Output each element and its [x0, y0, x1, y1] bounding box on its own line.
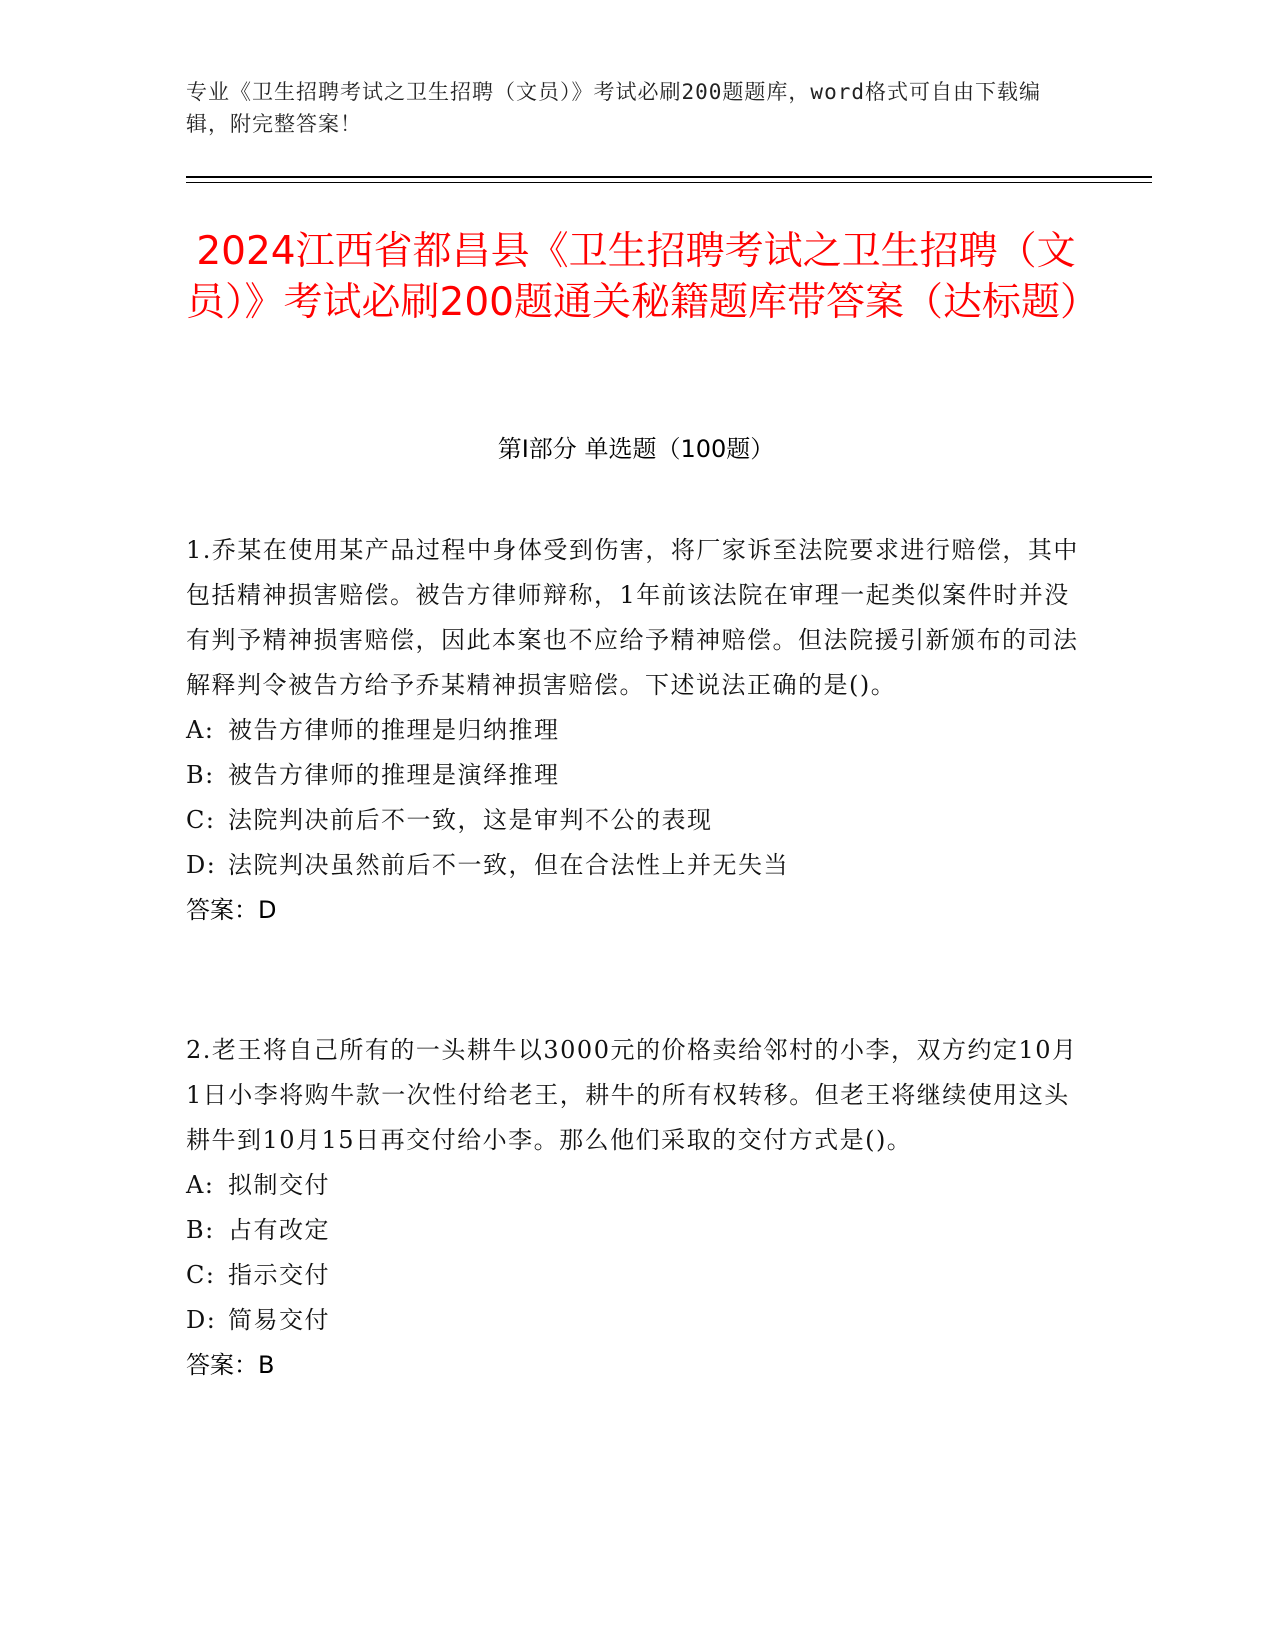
question-stem: 1.乔某在使用某产品过程中身体受到伤害，将厂家诉至法院要求进行赔偿，其中包括精神损害赔偿。被告方律师辩称，1年前该法院在审理一起类似案件时并没有判予精神损害赔偿，因此本案也不应给予精神赔偿。但法院援引新颁布的司法解释判令被告方给予乔某精神损害赔偿。下述说法正确的是()。 [186, 536, 1079, 699]
option-c [186, 798, 1086, 843]
option-letter: B: [186, 1216, 215, 1244]
option-b [186, 1208, 1086, 1253]
question-stem: 2.老王将自己所有的一头耕牛以3000元的价格卖给邻村的小李，双方约定10月1日小李将购牛款一次性付给老王，耕牛的所有权转移。但老王将继续使用这头耕牛到10月15日再交付给小李。那么他们采取的交付方式是()。 [186, 1036, 1078, 1154]
header-rule-thick [186, 176, 1152, 178]
question-2 [186, 1028, 1086, 1388]
option-text: 法院判决虽然前后不一致，但在合法性上并无失当 [228, 851, 789, 879]
header-rule-thin [186, 182, 1152, 183]
section-heading: 第I部分 单选题（100题） [497, 435, 775, 463]
option-a [186, 708, 1086, 753]
answer: 答案：B [186, 1351, 275, 1379]
option-text: 拟制交付 [228, 1171, 330, 1199]
question-1 [186, 528, 1086, 933]
option-letter: A: [186, 716, 215, 744]
document-title: 2024江西省都昌县《卫生招聘考试之卫生招聘（文员）》考试必刷200题通关秘籍题库带答案（达标题） [186, 229, 1099, 325]
option-text: 简易交付 [228, 1306, 330, 1334]
option-letter: C: [186, 1261, 216, 1289]
option-letter: C: [186, 806, 216, 834]
option-text: 被告方律师的推理是归纳推理 [228, 716, 560, 744]
option-a [186, 1163, 1086, 1208]
option-text: 法院判决前后不一致，这是审判不公的表现 [228, 806, 713, 834]
option-d [186, 1298, 1086, 1343]
answer: 答案：D [186, 896, 277, 924]
option-letter: B: [186, 761, 215, 789]
option-text: 指示交付 [228, 1261, 330, 1289]
option-text: 被告方律师的推理是演绎推理 [228, 761, 560, 789]
option-letter: A: [186, 1171, 215, 1199]
option-letter: D: [186, 1306, 217, 1334]
option-letter: D: [186, 851, 217, 879]
option-text: 占有改定 [228, 1216, 330, 1244]
option-b [186, 753, 1086, 798]
header-note: 专业《卫生招聘考试之卫生招聘（文员）》考试必刷200题题库，word格式可自由下载编辑，附完整答案！ [186, 80, 1041, 136]
option-d [186, 843, 1086, 888]
option-c [186, 1253, 1086, 1298]
